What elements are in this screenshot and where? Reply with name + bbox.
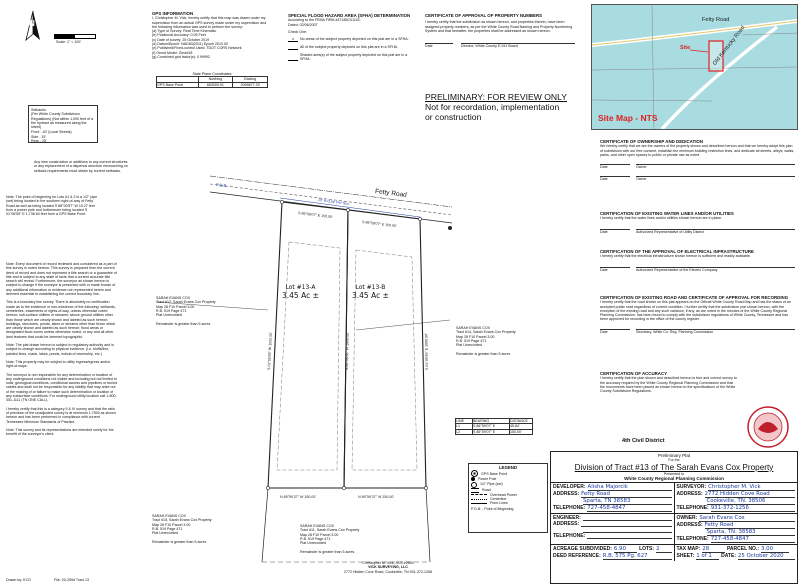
legend-title: LEGEND xyxy=(498,465,518,470)
site-map-caption: Site Map - NTS xyxy=(598,113,658,123)
drawn-by: Drawn by: KCG xyxy=(6,578,31,582)
deed-label: DEED REFERENCE: xyxy=(553,553,601,560)
lots-label: LOTS: xyxy=(639,546,655,553)
cert-sig-label: Authorized Representative of the Electric Company xyxy=(636,267,795,272)
parcel-value: 3.00 xyxy=(761,546,789,553)
cert-ownership xyxy=(600,140,795,182)
developer-label: DEVELOPER: xyxy=(553,484,586,491)
owner-telephone: 727-458-4847 xyxy=(711,536,795,543)
legend-item: GPS Base Point xyxy=(481,471,507,476)
cert-body: I hereby certify that the electrical infrastructure shown hereon is sufficient and readily available. xyxy=(600,254,751,259)
gps-item: (a) Type of Survey: Real Time Kinematic xyxy=(152,29,217,34)
svg-text:S 86°59'07" E 150.00': S 86°59'07" E 150.00' xyxy=(297,211,333,220)
notes-column xyxy=(6,262,118,436)
scale-label: Scale: 1" = 100' xyxy=(56,40,82,44)
line-table-cell: L2 xyxy=(456,430,473,434)
sheet-label: SHEET: xyxy=(676,553,695,560)
line-table-cell: L1 xyxy=(456,424,473,428)
gps-info xyxy=(152,12,272,59)
line-table-cell: 45.84' xyxy=(510,424,520,429)
line-table-cell: S 86°59'07" E xyxy=(473,430,510,434)
svg-text:S 86°59'07" E 150.00': S 86°59'07" E 150.00' xyxy=(361,220,397,229)
site-map-road2: Old Kentucky Road xyxy=(712,25,747,67)
file-name: File: 20-259d Tract 13 xyxy=(54,578,89,582)
cert-title: CERTIFICATION OF EXISTING WATER LINES AND/OR UTILITIES xyxy=(600,211,734,216)
note-item: I hereby certify that this is a category II & IV survey and that the ratio of precision of the unadjusted survey is at minimum 1:7500 as shown hereon and has been performed in compliance with current Tennessee Minimum Standards of Practice. xyxy=(6,406,116,424)
property-numbers-cert xyxy=(425,14,575,48)
developer-telephone: 727-458-4847 xyxy=(587,505,671,512)
address-label: ADDRESS: xyxy=(553,521,580,528)
title-presented: Presented to xyxy=(663,471,685,476)
cert-body: I hereby certify that the road shown on this plat appears on the Official White County Road Map and has the status of an accepted public road regardless of current condition. I further certify that the subdivision plat shown hereon, with the exception of the existing road and any such variance, if any, as are noted in the minutes of the White County Regional Planning Commission, has been found to comply with the subdivision regulations of White County, Tennessee and has been approved for recording in the office of the county register. xyxy=(600,300,791,322)
owner-right: SARAH EVANS COX Tract #14, Sarah Evans Cox Property Map 28 F10 Parcel 3.00 R.B. 519 Page 471 Plat Unrecorded xyxy=(456,326,516,348)
developer-address1: Fetty Road xyxy=(581,491,671,498)
date-value: 25 October 2020 xyxy=(738,553,795,560)
coord-cell: 663009.91 xyxy=(199,83,234,87)
telephone-label: TELEPHONE: xyxy=(676,505,709,512)
developer-value: Alisha Majorcik xyxy=(588,484,672,491)
address-label: ADDRESS: xyxy=(553,491,580,498)
legend-item: Power Pole xyxy=(478,477,497,482)
road-icon xyxy=(471,488,479,493)
north-arrow xyxy=(18,10,98,50)
owner-address2: Sparta, TN. 38583 xyxy=(707,529,796,536)
flood-option: No areas of the subject property depicted on this plat are in a SFHA. xyxy=(300,37,409,42)
site-map-site-label: Site xyxy=(680,45,691,51)
title-header xyxy=(551,452,797,483)
owner-label: OWNER: xyxy=(676,515,698,522)
surveyor-seal xyxy=(746,405,790,449)
svg-text:S 01°09'46" E 1000.00': S 01°09'46" E 1000.00' xyxy=(424,333,429,371)
owner-address1: Fetty Road xyxy=(705,522,795,529)
setbacks-rear: Rear - 25' xyxy=(31,139,47,144)
cert-title: CERTIFICATION OF THE APPROVAL OF ELECTRICAL INFRASTRUCTURE xyxy=(600,249,754,254)
flood-option: All of the subject property depicted on this plat are in a SFHA. xyxy=(300,45,399,50)
coord-header: Northing xyxy=(199,77,234,81)
flood-according: According to the FEMA FIRM #47185C0110C xyxy=(288,18,361,23)
svg-text:N: N xyxy=(29,19,35,28)
tax-map-label: TAX MAP: xyxy=(676,546,701,553)
cert-sig-label: Date xyxy=(600,329,630,334)
property-numbers-title: CERTIFICATE OF APPROVAL OF PROPERTY NUMBERS xyxy=(425,13,543,18)
title-block xyxy=(550,451,798,584)
legend-item: Overhead Power xyxy=(490,492,517,497)
cert-sig-label: Date xyxy=(600,164,630,169)
remainder-bottom-center: Remainder is greater than 5 acres xyxy=(300,550,355,554)
construction-note: Any new construction or additions to any current structures or any replacement of a dispersal structure encroaching on setback requirements must obtain by current setbacks. xyxy=(34,160,128,173)
surveyor-name: Christopher M. Vick, RLS #2604 xyxy=(362,561,414,565)
tax-map-value: 28 xyxy=(702,546,725,553)
property-numbers-director: Director, White County E-911 Board xyxy=(461,43,575,48)
acreage-label: ACREAGE SUBDIVIDED: xyxy=(553,546,612,553)
flood-dated: Dated: 02/06/2007 xyxy=(288,22,318,27)
flood-determination xyxy=(288,14,418,61)
svg-text:S 02°55'55" W 1000.00': S 02°55'55" W 1000.00' xyxy=(267,332,273,371)
line-table-header: LINE xyxy=(456,419,473,423)
legend-item: Point Lines xyxy=(490,501,508,506)
setbacks-title: Setbacks xyxy=(31,108,46,112)
legend xyxy=(468,463,548,533)
surveyor-company: VICK SURVEYING, LLC xyxy=(368,565,408,570)
address-label: ADDRESS: xyxy=(676,522,703,529)
developer-address2: Sparta, TN 38583 xyxy=(583,498,672,505)
point-lines-icon xyxy=(471,503,487,504)
lot-13b-area: 3.45 Ac ± xyxy=(352,291,389,300)
lot-13b-name: Lot #13-B xyxy=(355,284,386,291)
owner-value: Sarah Evans Cox xyxy=(699,515,795,522)
coord-table xyxy=(156,72,268,88)
surveyor-block xyxy=(318,561,458,574)
cert-body: We hereby certify that we are the owners of the property shown and described hereon and that we hereby adopt this plan of subdivision with our free consent, establish the minimum building restriction lines, and dedicate all streets, alleys, walks, parks, and other open spaces to public or private use as noted. xyxy=(600,144,795,157)
north-arrow-icon xyxy=(18,10,48,42)
coord-table-title: State Plane Coordinates xyxy=(192,72,232,76)
cert-recording xyxy=(600,296,795,334)
legend-item: 1/2" Pipe (set) xyxy=(480,482,503,487)
note-item: Note: The plat drawn hereon is subject to regulatory authority and is subject to change according to physical evidence. (i.e. bluffs/line, painted lines, roads, lakes, ponds, indicia of ownership, etc.) xyxy=(6,343,114,356)
svg-text:N 89°59'37" W 150.00': N 89°59'37" W 150.00' xyxy=(280,495,317,499)
title-preliminary: Preliminary Plat xyxy=(657,453,691,458)
line-table-header: BEARING xyxy=(473,419,510,423)
cert-title: CERTIFICATION OF ACCURACY xyxy=(600,371,668,376)
property-numbers-date: Date xyxy=(425,43,453,48)
gps-base-icon xyxy=(471,470,478,477)
cert-sig-label: Authorized Representative of Utility District xyxy=(636,229,795,234)
scale-bar xyxy=(54,34,96,39)
civil-district: 4th Civil District xyxy=(622,438,665,444)
setbacks-front: Front - 40' (Local Streets) xyxy=(31,130,72,135)
surveyor-address2: Cookeville, TN. 38506 xyxy=(707,498,796,505)
coord-cell: 2099877.29 xyxy=(240,82,260,87)
cert-sig-label: Date xyxy=(600,267,630,272)
cert-sig-label: Owner xyxy=(636,164,795,169)
setbacks-box xyxy=(28,105,98,143)
lot-13a xyxy=(282,284,319,300)
address-label: ADDRESS: xyxy=(676,491,703,498)
remainder-right: Remainder is greater than 5 acres xyxy=(456,352,511,356)
property-numbers-body: I hereby certify that the subdivision as shown hereon, and properties therein, have been assigned property numbers, as per the White County Road Naming and Property Numbering System and that hereafter, the properties shall be addressed as shown hereon. xyxy=(425,20,573,33)
overhead-power-icon xyxy=(471,494,487,495)
table-row xyxy=(456,430,532,434)
svg-text:N 89°59'37" W 150.00': N 89°59'37" W 150.00' xyxy=(358,495,395,499)
note-item: Note: Every document of record reviewed and considered as a part of this survey is noted hereon. This survey is prepared from the current deed of record and does not represent a title search or a guarantee of title and is subject to any state of facts that a current accurate title search will reveal. Furthermore, the surveyor as shown hereon is subject to change if the surveyor is presented with or made known of any additional information or evidence not represented herein and deemed essential to establishing the correct boundary line. xyxy=(6,262,117,297)
cert-accuracy xyxy=(600,372,738,393)
deed-value: R.B. 575 Pg. 627 xyxy=(603,553,672,560)
svg-text:S 00°49'36" W 1000.00': S 00°49'36" W 1000.00' xyxy=(345,332,350,371)
gps-item: (g) Combined grid factor(s): 0.99992 xyxy=(152,54,210,59)
preliminary-line3: or construction xyxy=(425,112,482,122)
sheet-value: 1 of 1 xyxy=(696,553,719,560)
fetty-road-label: Fetty Road xyxy=(374,188,408,199)
line-table xyxy=(455,418,533,435)
pob-note: Note: The point of beginning for Lots #1 & 2 is a 1/2" pipe (set) being located in the southern right-of-way of Fetty Road as well as being located S 88°00'57" W 15.27 feet from a power pole and furthermore being located S 01°08'59" E 1,738.60 feet from a GPS Base Point. xyxy=(6,195,98,217)
row-note: 20' R.O.W. Per Sec. xyxy=(317,198,351,206)
cert-electrical xyxy=(600,250,795,272)
date-label: DATE: xyxy=(721,553,736,560)
owner-left: SARAH EVANS COX Tract #12, Sarah Evans Cox Property Map 28 F10 Parcel 3.00 R.B. 519 Page 471 Plat Unrecorded xyxy=(156,296,216,318)
lot-13a-name: Lot #13-A xyxy=(285,284,316,291)
cert-body: I hereby certify that the plan shown and described hereon is true and correct survey to the accuracy required by the White County Regional Planning Commission and that the monuments have been placed as shown hereon to the specifications of the White County Subdivision Regulations. xyxy=(600,376,737,394)
flood-check: Check One: xyxy=(288,29,307,34)
legend-pob: P.O.B. - Point of Beginning xyxy=(471,507,514,512)
note-item: Note: This survey and its representations are intended solely for the benefit of the surveyor's client. xyxy=(6,427,114,437)
lots-value: 2 xyxy=(656,546,671,553)
plat-title: Division of Tract #13 of The Sarah Evans Cox Property xyxy=(574,462,774,472)
preliminary-line1: PRELIMINARY: FOR REVIEW ONLY xyxy=(425,92,567,102)
legend-item: Centerline xyxy=(490,496,507,501)
line-table-cell: 150.00' xyxy=(510,429,522,434)
note-item: The surveyor is not responsible for any determination or location of any underground conditions not visible and including but not limited to soils, geological conditions, conditional access and pipelines or buried cables and shall not be responsible for any liability that may arise out of the making of or failure to make such determination or location of any subsurface conditions. For underground utility location call 1-800-351-1111 (TN ONE CALL). xyxy=(6,372,118,403)
engineer-label: ENGINEER: xyxy=(553,515,581,522)
gps-item: (f) Geoid Model: Geoid18 xyxy=(152,50,193,55)
setbacks-side: Side - 15' xyxy=(31,134,47,139)
telephone-label: TELEPHONE: xyxy=(553,533,586,540)
note-item: Note: This property may be subject to utility ingress/egress and/or right-of-ways. xyxy=(6,359,111,369)
engineer-telephone xyxy=(587,533,671,539)
gps-item: (c) Date of survey: 25 October 2019 xyxy=(152,37,210,42)
svg-text:P.O.B.: P.O.B. xyxy=(215,182,228,189)
setbacks-note: (Per White County Subdivision Regulations) (Not within 1,000 feet of a fire hydrant as measured along the street) xyxy=(31,112,94,130)
line-table-cell: S 86°59'07" E xyxy=(473,424,510,428)
remainder-left: Remainder is greater than 5 acres xyxy=(156,322,211,326)
centerline-icon xyxy=(471,499,487,500)
acreage-value: 6.90 xyxy=(614,546,637,553)
flood-option: Shaded area(s) of the subject property depicted on this plat are in a SFHA. xyxy=(299,52,408,62)
surveyor-label: SURVEYOR: xyxy=(676,484,707,491)
line-table-header: DISTANCE xyxy=(510,419,528,423)
gps-item: (b) Positional Accuracy: 0.05 Feet xyxy=(152,33,206,38)
title-commission: White County Regional Planning Commission xyxy=(624,476,724,481)
site-map-road1: Fetty Road xyxy=(702,17,730,23)
parcel-label: PARCEL NO.: xyxy=(726,546,759,553)
site-map-drawing xyxy=(592,5,797,129)
cert-sig-label: Secretary, White Co. Reg. Planning Commission xyxy=(636,329,795,334)
lot-13a-area: 3.45 Ac ± xyxy=(282,291,319,300)
telephone-label: TELEPHONE: xyxy=(676,536,709,543)
gps-item: (d) Datum/Epoch: NAD83(2011) Epoch 2010.00 xyxy=(152,42,229,47)
flood-title: SPECIAL FLOOD HAZARD AREA (SFHA) DETERMINATION xyxy=(288,13,411,18)
cert-title: CERTIFICATION OF EXISTING ROAD AND CERTIFICATE OF APPROVAL FOR RECORDING xyxy=(600,295,789,300)
cert-water xyxy=(600,212,795,234)
surveyor-address1: 2772 Hidden Cove Road xyxy=(705,491,795,498)
seal-icon xyxy=(746,405,790,449)
title-for: For the xyxy=(668,458,680,463)
coord-cell: GPS Base Point xyxy=(157,83,199,87)
surveyor-telephone: 931-372-1256 xyxy=(711,505,795,512)
owner-bottom-center: SARAH EVANS COX Tract #11, Sarah Evans Cox Property Map 28 F10 Parcel 3.00 R.B. 519 Page 471 Plat Unrecorded xyxy=(300,524,360,546)
cert-body: I hereby certify that the water lines and/or utilities shown hereon are in place. xyxy=(600,216,723,221)
cert-sig-label: Date xyxy=(600,176,630,181)
gps-item: (e) Published/Fixed-control Used: TDOT CORS Network xyxy=(152,46,242,51)
owner-bottom-left: SARAH EVANS COX Tract #15, Sarah Evans Cox Property Map 28 F10 Parcel 3.00 R.B. 519 Page 471 Plat Unrecorded xyxy=(152,514,212,536)
gps-intro: I, Christopher M. Vick, hereby certify that this map was drawn under my supervision from an actual GPS survey made under my supervision and the following information was used to perform the survey: xyxy=(152,16,267,29)
lot-13b xyxy=(352,284,389,300)
gps-title: GPS INFORMATION xyxy=(152,11,194,16)
cert-sig-label: Date xyxy=(600,229,630,234)
preliminary-line2: Not for recordation, implementation xyxy=(425,102,560,112)
preliminary-stamp xyxy=(425,92,575,122)
legend-item: Road xyxy=(482,487,491,492)
note-item: This is a boundary line survey. There is absolutely no certification made as to the existence or non-existence of the following: wetlands, cemeteries, easements or rights-of-way, unless otherwise noted hereon; sub-surface utilities or streams; above ground utilities other than those which are clearly shown and labeled as such hereon; buildings, structures, ponds, lakes or streams other than those which are clearly shown and labeled as such hereon; flood areas or designated flood zones unless otherwise noted; or any and all other land features that could be deemed topographic. xyxy=(6,300,116,339)
coord-header xyxy=(157,77,199,81)
cert-sig-label: Owner xyxy=(636,176,795,181)
surveyor-address: 2772 Hidden Cove Road, Cookeville, TN 931-372-1258 xyxy=(343,569,433,574)
telephone-label: TELEPHONE: xyxy=(553,505,586,512)
flood-checkmark: x xyxy=(288,37,298,42)
cert-title: CERTIFICATE OF OWNERSHIP AND DEDICATION xyxy=(600,139,704,144)
surveyor-value: Christopher M. Vick xyxy=(708,484,795,491)
remainder-bottom-left: Remainder is greater than 5 acres xyxy=(152,540,207,544)
coord-header: Easting xyxy=(244,77,257,82)
site-map xyxy=(591,4,798,130)
